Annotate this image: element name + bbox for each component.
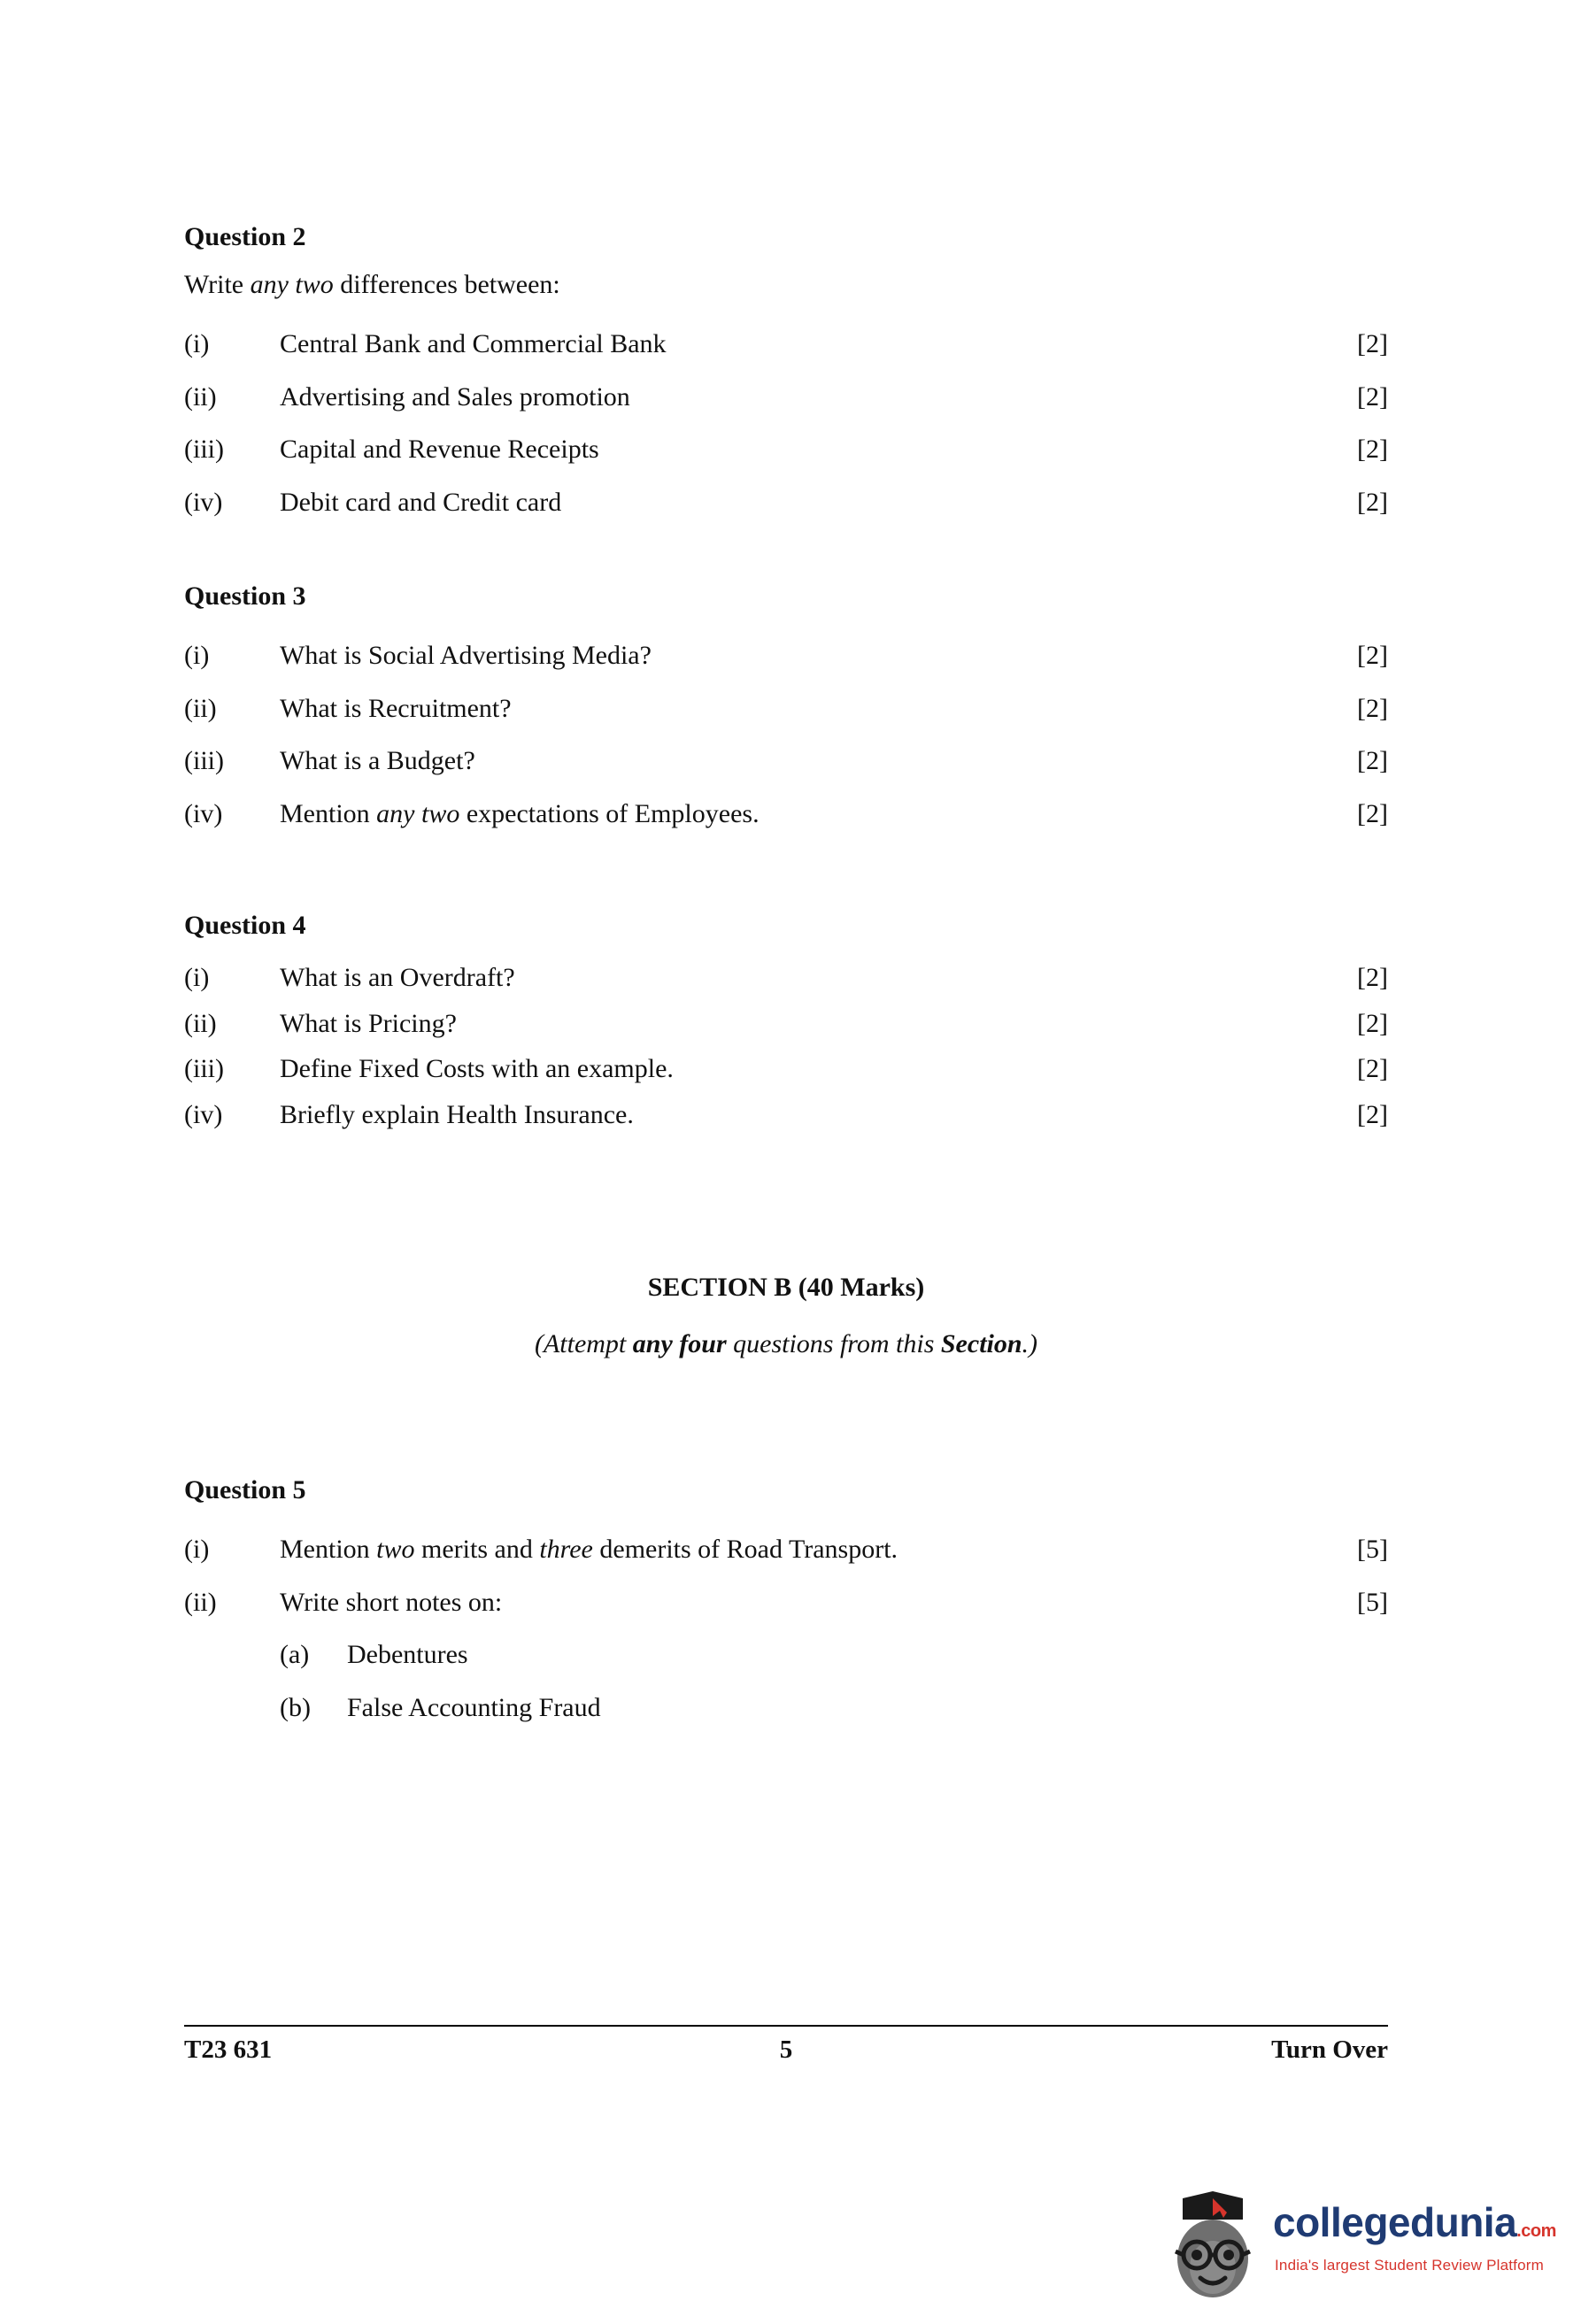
- list-item: [184, 381, 1388, 414]
- sub-item-text: False Accounting Fraud: [347, 1692, 601, 1722]
- page-footer: [184, 2035, 1388, 2065]
- item-marks: [2]: [1357, 1008, 1388, 1038]
- item-marks: [2]: [1357, 746, 1388, 775]
- list-item: [184, 1007, 1388, 1041]
- instruction-text-2: questions from this: [726, 1329, 941, 1358]
- item-marks: [2]: [1357, 381, 1388, 412]
- item-marks: [5]: [1357, 1535, 1388, 1564]
- item-text: Debit card and Credit card: [280, 487, 562, 517]
- item-marks: [2]: [1357, 963, 1388, 992]
- item-number: (ii): [184, 381, 217, 412]
- question-4-heading: Question 4: [184, 911, 306, 940]
- item-marks: [2]: [1357, 435, 1388, 464]
- item-text-1: Mention: [280, 798, 377, 828]
- question-5-heading: Question 5: [184, 1475, 306, 1504]
- collegedunia-name: collegedunia: [1273, 2199, 1517, 2245]
- item-text: What is an Overdraft?: [280, 963, 515, 992]
- collegedunia-mascot-icon: [1165, 2189, 1261, 2303]
- page-content: [184, 221, 1388, 1724]
- list-item: [184, 797, 1388, 831]
- item-number: (i): [184, 329, 210, 358]
- question-2-heading: Question 2: [184, 222, 306, 251]
- question-2-intro: [184, 269, 1388, 301]
- list-item: [184, 639, 1388, 673]
- sub-item-number: (b): [280, 1692, 311, 1722]
- item-marks: [2]: [1357, 693, 1388, 723]
- item-text-emph: any two: [376, 798, 460, 828]
- item-number: (ii): [184, 693, 217, 723]
- instruction-emph-2: Section: [940, 1329, 1022, 1358]
- item-text-emph-1: two: [376, 1535, 415, 1564]
- sub-list-item: [184, 1638, 1388, 1672]
- item-marks: [2]: [1357, 798, 1388, 828]
- list-item: [184, 327, 1388, 361]
- section-b-instruction: [184, 1329, 1388, 1359]
- list-item: [184, 433, 1388, 466]
- list-item: [184, 1533, 1388, 1566]
- item-number: (i): [184, 641, 210, 670]
- item-text: What is Pricing?: [280, 1008, 457, 1038]
- item-text-3: demerits of Road Transport.: [592, 1535, 898, 1564]
- footer-turn-over: Turn Over: [1271, 2035, 1388, 2064]
- item-text-2: merits and: [414, 1535, 540, 1564]
- instruction-text-1: (Attempt: [534, 1329, 633, 1358]
- footer-divider: [184, 2025, 1388, 2027]
- instruction-text-3: .): [1022, 1329, 1038, 1358]
- list-item: [184, 486, 1388, 519]
- collegedunia-tagline: India's largest Student Review Platform: [1275, 2257, 1544, 2274]
- item-text-1: Mention: [280, 1535, 377, 1564]
- list-item: [184, 692, 1388, 726]
- instruction-emph-1: any four: [632, 1329, 727, 1358]
- intro-text-2: differences between:: [333, 270, 560, 299]
- sub-list-item: [184, 1691, 1388, 1725]
- item-text-2: expectations of Employees.: [459, 798, 760, 828]
- list-item: [184, 961, 1388, 995]
- list-item: [184, 1098, 1388, 1132]
- footer-page-number: 5: [779, 2035, 793, 2064]
- intro-text-1: Write: [184, 270, 251, 299]
- item-number: (ii): [184, 1008, 217, 1038]
- collegedunia-domain: .com: [1516, 2221, 1556, 2241]
- list-item: [184, 1052, 1388, 1086]
- item-text-emph-2: three: [539, 1535, 593, 1564]
- question-3-heading: Question 3: [184, 581, 306, 611]
- item-marks: [2]: [1357, 329, 1388, 358]
- item-text: Advertising and Sales promotion: [280, 381, 630, 412]
- collegedunia-wordmark: [1273, 2198, 1556, 2246]
- item-number: (i): [184, 963, 210, 992]
- item-marks: [5]: [1357, 1587, 1388, 1617]
- item-marks: [2]: [1357, 641, 1388, 670]
- item-text: [280, 797, 1326, 831]
- section-b-title: [184, 1273, 1388, 1303]
- item-number: (iv): [184, 798, 223, 828]
- item-text: What is Social Advertising Media?: [280, 641, 652, 670]
- item-marks: [2]: [1357, 487, 1388, 517]
- item-number: (ii): [184, 1587, 217, 1617]
- item-text: Define Fixed Costs with an example.: [280, 1054, 674, 1083]
- item-number: (i): [184, 1535, 210, 1564]
- item-marks: [2]: [1357, 1099, 1388, 1129]
- footer-paper-code: T23 631: [184, 2035, 273, 2064]
- item-number: (iv): [184, 487, 223, 517]
- item-number: (iii): [184, 1054, 224, 1083]
- item-text: Write short notes on:: [280, 1587, 503, 1617]
- item-marks: [2]: [1357, 1054, 1388, 1083]
- item-text: What is a Budget?: [280, 746, 475, 775]
- item-number: (iii): [184, 746, 224, 775]
- intro-emph: any two: [250, 270, 334, 299]
- item-text: [280, 1533, 1326, 1566]
- collegedunia-watermark: [1165, 2182, 1565, 2306]
- section-b-title-marks: (40 Marks): [798, 1273, 925, 1302]
- item-number: (iii): [184, 435, 224, 464]
- item-number: (iv): [184, 1099, 223, 1129]
- list-item: [184, 744, 1388, 778]
- item-text: Capital and Revenue Receipts: [280, 435, 599, 464]
- sub-item-number: (a): [280, 1640, 310, 1669]
- item-text: What is Recruitment?: [280, 693, 512, 723]
- sub-item-text: Debentures: [347, 1640, 468, 1669]
- item-text: Central Bank and Commercial Bank: [280, 329, 667, 358]
- section-b-title-main: SECTION B: [647, 1273, 798, 1302]
- list-item: [184, 1586, 1388, 1620]
- item-text: Briefly explain Health Insurance.: [280, 1099, 634, 1129]
